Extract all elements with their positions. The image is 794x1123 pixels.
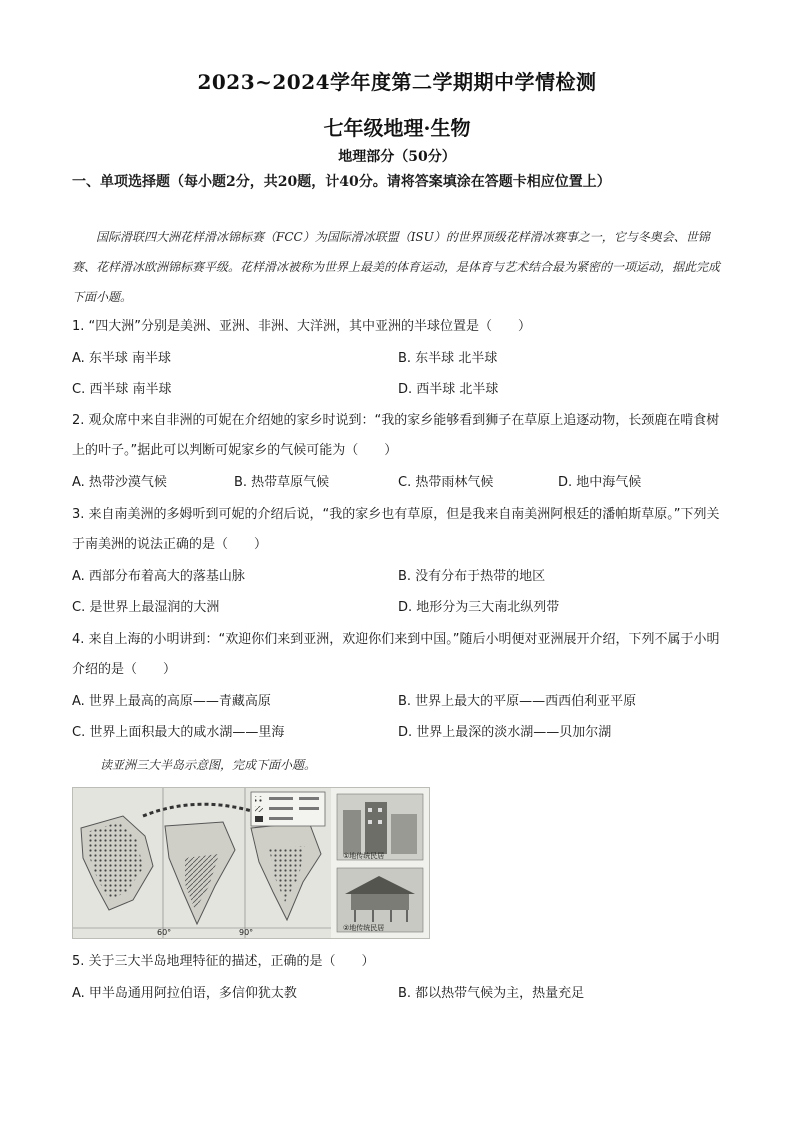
part-heading: 地理部分（50分） <box>338 149 456 165</box>
q2-option-c[interactable]: C. 热带雨林气候 <box>398 475 494 490</box>
q4-option-d[interactable]: D. 世界上最深的淡水湖——贝加尔湖 <box>398 725 612 740</box>
longitude-label-90: 90° <box>239 928 254 937</box>
question-3: 3. 来自南美洲的多姆听到可妮的介绍后说，“我的家乡也有草原，但是我来自南美洲阿根廷的潘帕斯草原。”下列关于南美洲的说法正确的是（ ） <box>72 507 720 552</box>
question-4: 4. 来自上海的小明讲到：“欢迎你们来到亚洲，欢迎你们来到中国。”随后小明便对亚洲展开介绍，下列不属于小明介绍的是（ ） <box>72 632 720 677</box>
q3-option-d[interactable]: D. 地形分为三大南北纵列带 <box>398 600 560 615</box>
q1-option-c[interactable]: C. 西半球 南半球 <box>72 382 172 397</box>
peninsulas-map-svg <box>73 788 429 938</box>
q2-option-d[interactable]: D. 地中海气候 <box>558 475 642 490</box>
q3-option-c[interactable]: C. 是世界上最湿润的大洲 <box>72 600 220 615</box>
question-5: 5. 关于三大半岛地理特征的描述，正确的是（ ） <box>72 954 375 969</box>
q5-option-b[interactable]: B. 都以热带气候为主，热量充足 <box>398 986 585 1001</box>
peninsulas-figure <box>72 787 430 939</box>
section-heading: 一、单项选择题（每小题2分，共20题，计40分。请将答案填涂在答题卡相应位置上） <box>72 174 611 190</box>
q1-option-d[interactable]: D. 西半球 北半球 <box>398 382 499 397</box>
q5-option-a[interactable]: A. 甲半岛通用阿拉伯语，多信仰犹太教 <box>72 986 297 1001</box>
longitude-label-60: 60° <box>157 928 172 937</box>
q3-option-a[interactable]: A. 西部分布着高大的落基山脉 <box>72 569 245 584</box>
q2-option-b[interactable]: B. 热带草原气候 <box>234 475 330 490</box>
photo-2-caption: ②地传统民居 <box>343 924 385 932</box>
q1-option-b[interactable]: B. 东半球 北半球 <box>398 351 498 366</box>
q4-option-c[interactable]: C. 世界上面积最大的咸水湖——里海 <box>72 725 285 740</box>
q1-option-a[interactable]: A. 东半球 南半球 <box>72 351 172 366</box>
intro-passage: 国际滑联四大洲花样滑冰锦标赛（FCC）为国际滑冰联盟（ISU）的世界顶级花样滑冰赛事之一，它与冬奥会、世锦赛、花样滑冰欧洲锦标赛平级。花样滑冰被称为世界上最美的体育运动，是体育与艺术结合最为紧密的一项运动，据此完成下面小题。 <box>72 230 721 304</box>
question-1: 1. “四大洲”分别是美洲、亚洲、非洲、大洋洲，其中亚洲的半球位置是（ ） <box>72 319 532 334</box>
question-2: 2. 观众席中来自非洲的可妮在介绍她的家乡时说到：“我的家乡能够看到狮子在草原上追逐动物，长颈鹿在啃食树上的叶子。”据此可以判断可妮家乡的气候可能为（ ） <box>72 413 720 458</box>
q4-option-a[interactable]: A. 世界上最高的高原——青藏高原 <box>72 694 271 709</box>
exam-subtitle: 七年级地理·生物 <box>323 116 471 140</box>
q4-option-b[interactable]: B. 世界上最大的平原——西西伯利亚平原 <box>398 694 637 709</box>
photo-1-caption: ①地传统民居 <box>343 852 385 860</box>
figure-lead: 读亚洲三大半岛示意图，完成下面小题。 <box>100 758 317 772</box>
q2-option-a[interactable]: A. 热带沙漠气候 <box>72 475 167 490</box>
q3-option-b[interactable]: B. 没有分布于热带的地区 <box>398 569 546 584</box>
exam-title: 2023~2024学年度第二学期期中学情检测 <box>197 70 597 94</box>
